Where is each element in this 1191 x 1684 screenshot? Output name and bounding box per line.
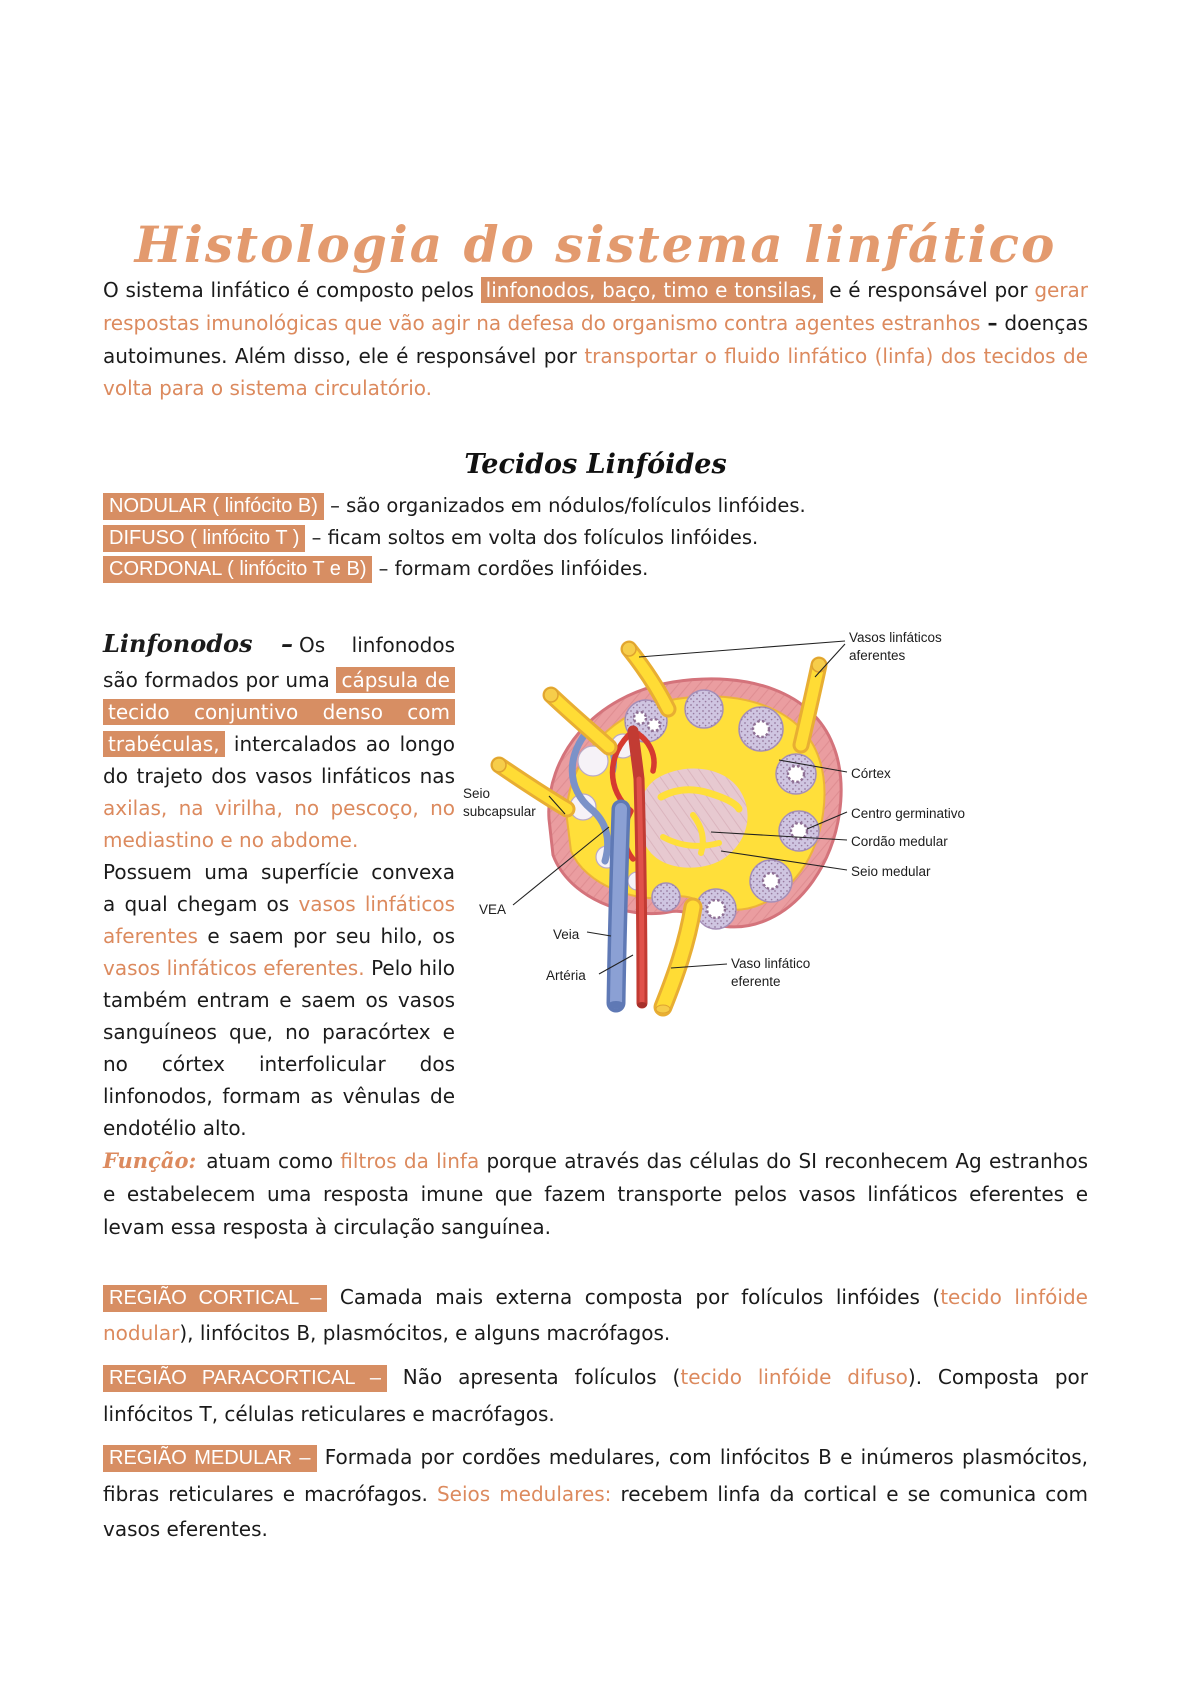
intro-paragraph — [103, 274, 1088, 405]
label-vein: Veia — [553, 927, 580, 943]
label-subcapsular-sinus: Seio subcapsular — [463, 786, 536, 819]
text-segment: recebem linfa da cortical e se comunica com vasos eferentes. — [103, 1481, 1088, 1542]
label-medullary-cord: Cordão medular — [851, 834, 948, 850]
text-segment: Seios medulares: — [436, 1481, 612, 1506]
text-segment: REGIÃO MEDULAR – — [103, 1445, 317, 1472]
text-segment: O sistema linfático é composto pelos — [103, 278, 481, 302]
label-cortex: Córtex — [851, 766, 891, 782]
region-cortical — [103, 1280, 1088, 1352]
page-title: Histologia do sistema linfático — [134, 215, 1057, 274]
funcao-label: Função: — [103, 1147, 197, 1173]
text-segment: Possuem uma superfície convexa a qual chegam os — [103, 859, 455, 916]
label-artery: Artéria — [546, 968, 586, 984]
text-segment: vasos linfáticos aferentes — [103, 891, 455, 948]
text-segment: – — [980, 310, 1005, 335]
linfonodos-lead: Linfonodos – — [103, 629, 294, 659]
text-segment: Formada por cordões medulares, com linfócitos B e inúmeros plasmócitos, fibras reticulares e macrófagos. — [103, 1445, 1088, 1506]
text-segment: CORDONAL ( linfócito T e B) — [103, 556, 372, 583]
tecidos-item-difuso — [103, 524, 1088, 552]
label-medullary-sinus: Seio medular — [851, 864, 931, 880]
text-segment: atuam como — [206, 1148, 341, 1173]
text-segment: e é responsável por — [822, 278, 1035, 302]
text-segment: Os linfonodos são formados por uma — [103, 633, 455, 692]
text-segment: ), linfócitos B, plasmócitos, e alguns macrófagos. — [179, 1321, 671, 1346]
tecidos-item-nodular — [103, 492, 1088, 520]
text-segment: gerar respostas imunológicas que vão agir na defesa do organismo contra agentes estranhos — [103, 278, 1089, 335]
text-segment: doenças autoimunes. Além disso, ele é responsável por — [103, 310, 1089, 368]
linfonodos-section — [103, 625, 1088, 1143]
text-segment: Não apresenta folículos ( — [386, 1364, 681, 1389]
text-segment: tecido linfóide difuso — [680, 1364, 908, 1389]
text-segment: axilas, na virilha, no pescoço, no mediastino e no abdome. — [103, 795, 455, 852]
text-segment: – formam cordões linfóides. — [372, 556, 649, 580]
region-paracortical — [103, 1360, 1088, 1432]
tecidos-list — [103, 492, 1088, 583]
text-segment: transportar o fluido linfático (linfa) dos tecidos de volta para o sistema circulatório. — [103, 343, 1089, 401]
text-segment: filtros da linfa — [340, 1148, 480, 1173]
linfonodos-paragraph-1 — [103, 625, 455, 855]
text-segment: REGIÃO PARACORTICAL – — [103, 1365, 387, 1392]
text-segment: vasos linfáticos eferentes. — [103, 955, 365, 980]
text-segment: e saem por seu hilo, os — [197, 923, 455, 948]
text-segment: ). Composta por linfócitos T, células reticulares e macrófagos. — [103, 1364, 1089, 1426]
linfonodos-paragraph-1-text — [103, 633, 455, 851]
text-segment: linfonodos, baço, timo e tonsilas, — [481, 277, 823, 303]
text-segment: – ficam soltos em volta dos folículos linfóides. — [305, 525, 759, 549]
linfonodos-text-column — [103, 625, 455, 1143]
text-segment: NODULAR ( linfócito B) — [103, 493, 324, 520]
lymph-node-diagram — [461, 619, 1093, 1019]
efferent-vessel — [656, 907, 693, 1013]
label-efferent-vessel: Vaso linfático eferente — [731, 956, 811, 989]
region-medular — [103, 1440, 1088, 1548]
text-segment: Camada mais externa composta por folículos linfóides ( — [327, 1284, 941, 1309]
funcao-paragraph — [103, 1144, 1088, 1244]
linfonodos-paragraph-2 — [103, 856, 455, 1144]
label-germinal-center: Centro germinativo — [851, 806, 966, 822]
funcao-text — [103, 1149, 1088, 1239]
regions-list — [103, 1280, 1088, 1548]
text-segment: tecido linfóide nodular — [103, 1284, 1088, 1346]
text-segment: intercalados ao longo do trajeto dos vasos linfáticos nas — [103, 731, 455, 788]
text-segment: REGIÃO CORTICAL – — [103, 1285, 327, 1312]
tecidos-heading: Tecidos Linfóides — [464, 449, 727, 481]
label-vea: VEA — [479, 902, 507, 918]
text-segment: DIFUSO ( linfócito T ) — [103, 525, 305, 552]
text-segment: – são organizados em nódulos/folículos linfóides. — [323, 494, 806, 518]
text-segment: porque através das células do SI reconhecem Ag estranhos e estabelecem uma resposta imune que fazem transporte pelos vasos linfáticos eferentes e levam essa resposta à circulação sanguínea. — [103, 1148, 1089, 1239]
text-segment: Pelo hilo também entram e saem os vasos sanguíneos que, no paracórtex e no córtex interfolicular dos linfonodos, formam as vênulas de endotélio alto. — [103, 955, 456, 1140]
tecidos-item-cordonal — [103, 555, 1088, 583]
text-segment: cápsula de tecido conjuntivo denso com trabéculas, — [103, 667, 455, 757]
label-afferent-vessels: Vasos linfáticos aferentes — [849, 630, 942, 663]
